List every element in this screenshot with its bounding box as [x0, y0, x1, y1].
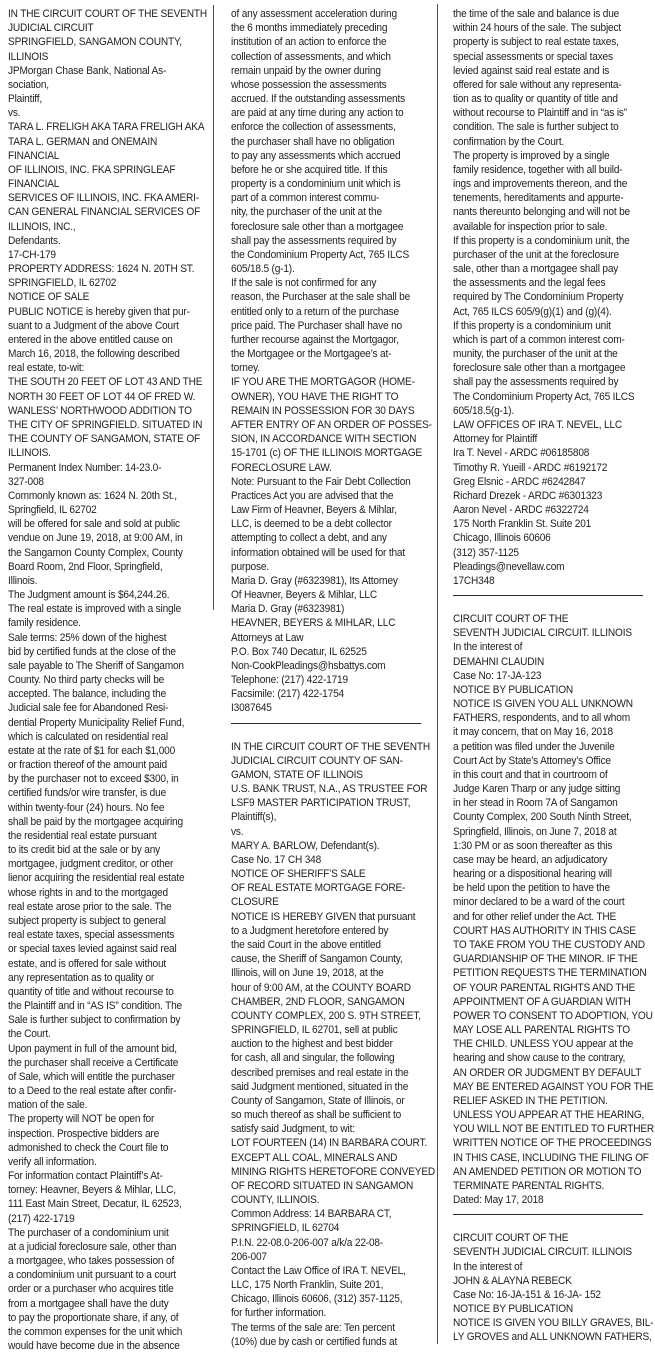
notice-line: 175 North Franklin St. Suite 201: [453, 518, 592, 531]
notice-line: Board Room, 2nd Floor, Springfield,: [8, 560, 163, 573]
notice-line: the purchaser shall receive a Certificate: [8, 1056, 179, 1069]
notice-line: sale, other than a mortgagee shall pay: [453, 263, 619, 276]
notice-line: Chicago, Illinois 60606: [453, 532, 551, 545]
notice-line: vs.: [231, 825, 244, 838]
notice-line: 206-007: [231, 1250, 267, 1263]
notice-line: OF RECORD SITUATED IN SANGAMON: [231, 1179, 414, 1192]
notice-line: the Plaintiff and in “AS IS” condition. The: [8, 1000, 182, 1013]
notice-line: whose rights in and to the mortgaged: [8, 886, 168, 899]
notice-line: CHAMBER, 2ND FLOOR, SANGAMON: [231, 995, 405, 1008]
notice-line: further recourse against the Mortgagor,: [231, 333, 399, 346]
notice-line: IN THE CIRCUIT COURT OF THE SEVENTH: [231, 740, 430, 753]
notice-line: SEVENTH JUDICIAL CIRCUIT. ILLINOIS: [453, 1246, 632, 1259]
notice-line: LLC, is deemed to be a debt collector: [231, 518, 392, 531]
notice-line: verify all information.: [8, 1155, 97, 1168]
notice-line: levied against said real estate and is: [453, 64, 610, 77]
notice-line: GAMON, STATE OF ILLINOIS: [231, 768, 363, 781]
notice-line: remain unpaid by the owner during: [231, 64, 381, 77]
notice-line: estate, and is offered for sale without: [8, 957, 167, 970]
notice-line: hour of 9:00 AM, at the COUNTY BOARD: [231, 981, 411, 994]
notice-line: foreclosure sale other than a mortgagee: [453, 362, 626, 375]
notice-line: purpose.: [231, 560, 269, 573]
notice-line: COURT HAS AUTHORITY IN THIS CASE: [453, 924, 636, 937]
notice-line: dential Property Municipality Relief Fund,: [8, 716, 185, 729]
notice-line: are paid at any time during any action to: [231, 107, 404, 120]
notice-line: Richard Drezek - ARDC #6301323: [453, 489, 603, 502]
legal-notice-block: [453, 7, 655, 588]
notice-line: Upon payment in full of the amount bid,: [8, 1042, 177, 1055]
notice-line: torney.: [231, 362, 260, 375]
notice-line: LSF9 MASTER PARTICIPATION TRUST,: [231, 797, 411, 810]
notice-line: Non-CookPleadings@hsbattys.com: [231, 659, 386, 672]
notice-line: of any assessment acceleration during: [231, 8, 397, 20]
notice-line: If this property is a condominium unit, the: [453, 234, 630, 247]
notice-line: family residence, together with all build-: [453, 163, 623, 176]
notice-line: information obtained will be used for that: [231, 546, 405, 559]
notice-divider: [453, 1207, 655, 1231]
notice-line: property is subject to real estate taxes,: [453, 36, 619, 49]
notice-line: The Judgment amount is $64,244.26.: [8, 589, 170, 602]
notice-line: which is calculated on residential real: [8, 730, 168, 743]
notice-line: Practices Act you are advised that the: [231, 489, 394, 502]
notice-line: Attorneys at Law: [231, 631, 304, 644]
notice-line: of Sale, which will entitle the purchaser: [8, 1070, 175, 1083]
legal-notice-block: [453, 1231, 655, 1344]
notice-line: IF YOU ARE THE MORTGAGOR (HOME-: [231, 376, 415, 389]
notice-line: ings and improvements thereon, and the: [453, 178, 628, 191]
notice-line: real estate taxes, special assessments: [8, 929, 175, 942]
notice-line: be held upon the petition to have the: [453, 882, 610, 895]
notice-line: SERVICES OF ILLINOIS, INC. FKA AMERI-: [8, 192, 199, 205]
notice-divider: [453, 588, 655, 612]
notice-line: estate at the rate of $1 for each $1,000: [8, 744, 176, 757]
notice-line: Illinois.: [8, 574, 38, 587]
notice-line: Common Address: 14 BARBARA CT,: [231, 1208, 392, 1221]
notice-line: COUNTY COMPLEX, 200 S. 9TH STREET,: [231, 1009, 421, 1022]
notice-line: subject property is subject to general: [8, 915, 166, 927]
notice-line: the common expenses for the unit which: [8, 1325, 183, 1338]
notice-line: Maria D. Gray (#6323981): [231, 603, 345, 616]
notice-line: MAY BE ENTERED AGAINST YOU FOR THE: [453, 1080, 654, 1093]
notice-line: munity, the purchaser of the unit at the: [453, 348, 618, 361]
notice-line: If the sale is not confirmed for any: [231, 277, 377, 290]
notice-line: at a judicial foreclosure sale, other than: [8, 1240, 177, 1253]
notice-line: The Condominium Property Act, 765 ILCS: [453, 390, 635, 403]
notice-line: WRITTEN NOTICE OF THE PROCEEDINGS: [453, 1137, 652, 1150]
notice-line: any representation as to quality or: [8, 971, 155, 984]
notice-line: JUDICIAL CIRCUIT: [8, 22, 94, 35]
notice-line: THE CITY OF SPRINGFIELD. SITUATED IN: [8, 418, 203, 431]
notice-line: MARY A. BARLOW, Defendant(s).: [231, 839, 380, 852]
notice-line: in this court and that in courtroom of: [453, 768, 608, 781]
notice-line: will be offered for sale and sold at public: [8, 518, 180, 531]
notice-line: shall pay the assessments required by: [231, 234, 397, 247]
notice-line: SPRINGFIELD, IL 62704: [231, 1222, 340, 1235]
notice-line: In the interest of: [453, 1260, 523, 1273]
notice-line: CLOSURE: [231, 896, 279, 909]
notice-line: mortgagee, judgment creditor, or other: [8, 858, 174, 871]
notice-line: LLC, 175 North Franklin, Suite 201,: [231, 1279, 384, 1292]
notice-line: APPOINTMENT OF A GUARDIAN WITH: [453, 995, 631, 1008]
notice-line: Greg Elsnic - ARDC #6242847: [453, 475, 586, 488]
notice-line: Attorney for Plaintiff: [453, 433, 538, 446]
notice-line: to a Judgment heretofore entered by: [231, 924, 389, 937]
notice-line: FINANCIAL: [8, 149, 60, 162]
notice-line: TARA L. GERMAN and ONEMAIN: [8, 135, 158, 148]
notice-line: the residential real estate pursuant: [8, 829, 157, 842]
notice-line: UNLESS YOU APPEAR AT THE HEARING,: [453, 1109, 645, 1122]
notice-line: from a mortgagee shall have the duty: [8, 1297, 169, 1310]
notice-line: ILLINOIS.: [8, 447, 51, 460]
column-rule-1: [213, 5, 214, 610]
notice-line: JPMorgan Chase Bank, National As-: [8, 64, 167, 77]
notice-line: THE SOUTH 20 FEET OF LOT 43 AND THE: [8, 376, 203, 389]
news-column-3: [453, 7, 655, 1345]
notice-line: the Condominium Property Act, 765 ILCS: [231, 248, 410, 261]
notice-line: SPRINGFIELD, IL 62701, sell at public: [231, 1024, 398, 1037]
notice-line: Law Firm of Heavner, Beyers & Mihlar,: [231, 504, 397, 517]
notice-line: U.S. BANK TRUST, N.A., AS TRUSTEE FOR: [231, 783, 428, 796]
notice-line: POWER TO CONSENT TO ADOPTION, YOU: [453, 1009, 653, 1022]
notice-line: torney: Heavner, Beyers & Mihlar, LLC,: [8, 1184, 176, 1197]
notice-line: Contact the Law Office of IRA T. NEVEL,: [231, 1264, 406, 1277]
notice-line: LAW OFFICES OF IRA T. NEVEL, LLC: [453, 418, 623, 431]
notice-line: FINANCIAL: [8, 178, 60, 191]
notice-line: entitled only to a return of the purchase: [231, 305, 399, 318]
notice-line: in her stead in Room 7A of Sangamon: [453, 797, 618, 810]
notice-line: which is part of a common interest com-: [453, 333, 625, 346]
notice-line: NOTICE OF SALE: [8, 291, 90, 304]
notice-line: said Judgment mentioned, situated in the: [231, 1080, 409, 1093]
notice-line: described premises and real estate in the: [231, 1066, 409, 1079]
notice-line: Pleadings@nevellaw.com: [453, 560, 565, 573]
notice-line: Ira T. Nevel - ARDC #06185808: [453, 447, 590, 460]
notice-line: confirmation by the Court.: [453, 135, 565, 148]
notice-line: TERMINATE PARENTAL RIGHTS.: [453, 1179, 605, 1192]
notice-line: DEMAHNI CLAUDIN: [453, 655, 545, 668]
notice-line: HEAVNER, BEYERS & MIHLAR, LLC: [231, 617, 396, 630]
notice-line: Act, 765 ILCS 605/9(g)(1) and (g)(4).: [453, 305, 612, 318]
notice-line: NOTICE IS GIVEN YOU ALL UNKNOWN: [453, 698, 633, 711]
notice-line: I3087645: [231, 702, 272, 715]
notice-line: bid by certified funds at the close of the: [8, 645, 176, 658]
notice-line: to a Deed to the real estate after confir-: [8, 1085, 177, 1098]
notice-line: 15-1701 (c) OF THE ILLINOIS MORTGAGE: [231, 447, 422, 460]
notice-line: RELIEF ASKED IN THE PETITION.: [453, 1094, 608, 1107]
notice-line: Case No: 16-JA-151 & 16-JA- 152: [453, 1288, 601, 1301]
notice-line: FORECLOSURE LAW.: [231, 461, 332, 474]
notice-line: NOTICE BY PUBLICATION: [453, 683, 574, 696]
notice-line: EXCEPT ALL COAL, MINERALS AND: [231, 1151, 398, 1164]
notice-line: IN THE CIRCUIT COURT OF THE SEVENTH: [8, 8, 207, 20]
notice-line: Plaintiff(s),: [231, 811, 277, 824]
notice-line: satisfy said Judgment, to wit:: [231, 1123, 355, 1136]
notice-line: Sale is further subject to confirmation by: [8, 1014, 181, 1027]
notice-line: JOHN & ALAYNA REBECK: [453, 1274, 572, 1287]
notice-line: THE CHILD. UNLESS YOU appear at the: [453, 1038, 634, 1051]
notice-line: MAY LOSE ALL PARENTAL RIGHTS TO: [453, 1024, 630, 1037]
notice-line: cause, the Sheriff of Sangamon County,: [231, 953, 403, 966]
notice-line: (10%) due by cash or certified funds at: [231, 1335, 398, 1348]
notice-line: and for other relief under the Act. THE: [453, 910, 617, 923]
notice-line: SPRINGFIELD, IL 62702: [8, 277, 117, 290]
notice-line: part of a common interest commu-: [231, 192, 380, 205]
notice-line: Judge Karen Tharp or any judge sitting: [453, 783, 621, 796]
notice-line: AFTER ENTRY OF AN ORDER OF POSSES-: [231, 418, 432, 431]
notice-line: Case No. 17 CH 348: [231, 853, 322, 866]
notice-line: PETITION REQUESTS THE TERMINATION: [453, 967, 647, 980]
notice-line: to its credit bid at the sale or by any: [8, 844, 161, 857]
notice-line: purchaser of the unit at the foreclosure: [453, 248, 619, 261]
notice-line: LY GROVES and ALL UNKNOWN FATHERS,: [453, 1331, 652, 1344]
notice-line: nity, the purchaser of the unit at the: [231, 206, 382, 219]
notice-line: attempting to collect a debt, and any: [231, 532, 387, 545]
notice-line: Permanent Index Number: 14-23.0-: [8, 461, 162, 474]
notice-line: the assessments and the legal fees: [453, 277, 606, 290]
notice-line: REMAIN IN POSSESSION FOR 30 DAYS: [231, 404, 415, 417]
legal-notice-block: [453, 612, 655, 1207]
notice-line: NORTH 30 FEET OF LOT 44 OF FRED W.: [8, 390, 196, 403]
notice-line: CAN GENERAL FINANCIAL SERVICES OF: [8, 206, 201, 219]
notice-line: hearing or a dispositional hearing will: [453, 868, 612, 881]
notice-line: OF YOUR PARENTAL RIGHTS AND THE: [453, 981, 636, 994]
notice-line: ILLINOIS: [8, 50, 49, 63]
notice-line: special assessments or special taxes: [453, 50, 613, 63]
notice-line: a petition was filed under the Juvenile: [453, 740, 615, 753]
notice-line: Judicial sale fee for Abandoned Resi-: [8, 702, 169, 715]
notice-line: Timothy R. Yueill - ARDC #6192172: [453, 461, 608, 474]
notice-line: SION, IN ACCORDANCE WITH SECTION: [231, 433, 417, 446]
notice-line: SEVENTH JUDICIAL CIRCUIT. ILLINOIS: [453, 627, 632, 640]
notice-line: P.I.N. 22-08.0-206-007 a/k/a 22-08-: [231, 1236, 384, 1249]
notice-line: tenements, hereditaments and appurte-: [453, 192, 624, 205]
notice-line: OF ILLINOIS, INC. FKA SPRINGLEAF: [8, 163, 176, 176]
notice-line: inspection. Prospective bidders are: [8, 1127, 160, 1140]
notice-line: WANLESS’ NORTHWOOD ADDITION TO: [8, 404, 192, 417]
notice-line: shall pay the assessments required by: [453, 376, 619, 389]
notice-line: 327-008: [8, 475, 44, 488]
notice-line: vendue on June 19, 2018, at 9:00 AM, in: [8, 532, 183, 545]
notice-line: the Court.: [8, 1028, 51, 1041]
notice-line: Defendants.: [8, 234, 61, 247]
news-column-1: [8, 7, 222, 1353]
notice-line: Commonly known as: 1624 N. 20th St.,: [8, 489, 177, 502]
notice-line: Springfield, IL 62702: [8, 504, 97, 517]
notice-line: collection of assessments, and which: [231, 50, 391, 63]
notice-line: 111 East Main Street, Decatur, IL 62523,: [8, 1198, 182, 1211]
legal-notice-block: [8, 7, 222, 1353]
notice-line: 17CH348: [453, 574, 495, 587]
notice-line: AN AMENDED PETITION OR MOTION TO: [453, 1165, 642, 1178]
notice-line: March 16, 2018, the following described: [8, 348, 180, 361]
notice-line: MINING RIGHTS HERETOFORE CONVEYED: [231, 1165, 436, 1178]
notice-line: to pay the proportionate share, if any, of: [8, 1311, 179, 1324]
column-rule-2: [437, 4, 438, 1344]
notice-line: would have become due in the absence: [8, 1340, 180, 1353]
notice-line: the purchaser shall have no obligation: [231, 135, 395, 148]
notice-line: Of Heavner, Beyers & Mihlar, LLC: [231, 589, 377, 602]
notice-line: accepted. The balance, including the: [8, 688, 167, 701]
notice-line: Aaron Nevel - ARDC #6322724: [453, 504, 589, 517]
notice-line: LOT FOURTEEN (14) IN BARBARA COURT.: [231, 1137, 428, 1150]
notice-line: TO TAKE FROM YOU THE CUSTODY AND: [453, 939, 645, 951]
notice-line: For information contact Plaintiff’s At-: [8, 1170, 163, 1183]
notice-line: P.O. Box 740 Decatur, IL 62525: [231, 645, 367, 658]
notice-line: TARA L. FRELIGH AKA TARA FRELIGH AKA: [8, 121, 205, 134]
notice-line: offered for sale without any representa-: [453, 78, 622, 91]
notice-line: shall be paid by the mortgagee acquiring: [8, 815, 183, 828]
notice-line: sociation,: [8, 78, 49, 91]
notice-line: (312) 357-1125: [453, 546, 519, 559]
notice-line: CIRCUIT COURT OF THE: [453, 1232, 569, 1245]
notice-line: Chicago, Illinois 60606, (312) 357-1125,: [231, 1293, 403, 1306]
notice-line: price paid. The Purchaser shall have no: [231, 319, 402, 332]
notice-line: by the purchaser not to exceed $300, in: [8, 773, 179, 786]
notice-line: the said Court in the above entitled: [231, 939, 381, 951]
notice-line: vs.: [8, 107, 21, 120]
notice-line: PUBLIC NOTICE is hereby given that pur-: [8, 305, 190, 318]
notice-line: suant to a Judgment of the above Court: [8, 319, 179, 332]
notice-line: a condominium unit pursuant to a court: [8, 1269, 176, 1282]
notice-line: case may be heard, an adjudicatory: [453, 853, 608, 866]
notice-line: the time of the sale and balance is due: [453, 8, 620, 20]
notice-line: Dated: May 17, 2018: [453, 1194, 544, 1207]
notice-line: Facsimile: (217) 422-1754: [231, 688, 344, 701]
notice-line: whose possession the assessments: [231, 78, 387, 91]
notice-line: property is a condominium unit which is: [231, 178, 401, 191]
notice-line: for cash, all and singular, the following: [231, 1052, 395, 1065]
notice-line: THE COUNTY OF SANGAMON, STATE OF: [8, 433, 201, 446]
notice-line: County. No third party checks will be: [8, 674, 165, 687]
legal-notice-block: [231, 740, 445, 1349]
notice-line: ILLINOIS, INC.,: [8, 220, 76, 233]
notice-line: The terms of the sale are: Ten percent: [231, 1321, 395, 1334]
notice-line: YOU WILL NOT BE ENTITLED TO FURTHER: [453, 1123, 655, 1136]
notice-line: the Mortgagee or the Mortgagee’s at-: [231, 348, 392, 361]
notice-line: tion as to quality or quantity of title and: [453, 93, 618, 106]
notice-line: GUARDIANSHIP OF THE MINOR. IF THE: [453, 953, 638, 966]
notice-line: Sale terms: 25% down of the highest: [8, 631, 167, 644]
notice-line: AN ORDER OR JUDGMENT BY DEFAULT: [453, 1066, 642, 1079]
notice-line: SPRINGFIELD, SANGAMON COUNTY,: [8, 36, 182, 49]
notice-line: admonished to check the Court file to: [8, 1141, 169, 1154]
notice-line: accrued. If the outstanding assessments: [231, 93, 405, 106]
notice-line: NOTICE IS GIVEN YOU BILLY GRAVES, BIL-: [453, 1317, 654, 1330]
notice-line: auction to the highest and best bidder: [231, 1038, 393, 1051]
notice-line: enforce the collection of assessments,: [231, 121, 396, 134]
notice-line: nants thereunto belonging and will not be: [453, 206, 631, 219]
notice-line: Plaintiff,: [8, 93, 42, 106]
notice-line: institution of an action to enforce the: [231, 36, 387, 49]
notice-line: so much thereof as shall be sufficient to: [231, 1109, 402, 1122]
notice-line: it may concern, that on May 16, 2018: [453, 726, 613, 739]
divider-line: [453, 1214, 643, 1215]
notice-line: required by The Condominium Property: [453, 291, 624, 304]
notice-line: entered in the above entitled cause on: [8, 333, 173, 346]
notice-line: condition. The sale is further subject to: [453, 121, 619, 134]
notice-line: the Sangamon County Complex, County: [8, 546, 183, 559]
notice-line: If this property is a condominium unit: [453, 319, 611, 332]
notice-line: CIRCUIT COURT OF THE: [453, 613, 569, 626]
notice-line: JUDICIAL CIRCUIT COUNTY OF SAN-: [231, 754, 403, 767]
notice-line: to pay any assessments which accrued: [231, 149, 401, 162]
notice-line: COUNTY, ILLINOIS.: [231, 1194, 320, 1207]
notice-line: PROPERTY ADDRESS: 1624 N. 20TH ST.: [8, 263, 195, 276]
notice-line: order or a purchaser who acquires title: [8, 1283, 174, 1296]
notice-line: real estate, to-wit:: [8, 362, 85, 375]
notice-line: The purchaser of a condominium unit: [8, 1226, 169, 1239]
notice-line: 1:30 PM or as soon thereafter as this: [453, 839, 613, 852]
notice-line: quantity of title and without recourse to: [8, 985, 174, 998]
notice-line: In the interest of: [453, 641, 523, 654]
notice-line: mation of the sale.: [8, 1099, 88, 1112]
notice-line: OF REAL ESTATE MORTGAGE FORE-: [231, 882, 406, 895]
notice-line: for further information.: [231, 1307, 327, 1320]
notice-line: sale payable to The Sheriff of Sangamon: [8, 659, 184, 672]
notice-line: the 6 months immediately preceding: [231, 22, 388, 35]
notice-line: NOTICE IS HEREBY GIVEN that pursuant: [231, 910, 416, 923]
notice-line: NOTICE OF SHERIFF’S SALE: [231, 868, 366, 881]
notice-line: foreclosure sale other than a mortgagee: [231, 220, 404, 233]
notice-line: Maria D. Gray (#6323981), Its Attorney: [231, 574, 398, 587]
notice-line: family residence.: [8, 617, 81, 630]
notice-line: available for inspection prior to sale.: [453, 220, 608, 233]
notice-line: within 24 hours of the sale. The subject: [453, 22, 621, 35]
notice-line: before he or she acquired title. If this: [231, 163, 388, 176]
notice-line: or fraction thereof of the amount paid: [8, 759, 167, 772]
notice-line: 605/18.5 (g-1).: [231, 263, 295, 276]
notice-line: lienor acquiring the residential real estate: [8, 872, 185, 885]
notice-line: OWNER), YOU HAVE THE RIGHT TO: [231, 390, 399, 403]
news-column-2: [231, 7, 445, 1349]
notice-line: IN THIS CASE, INCLUDING THE FILING OF: [453, 1151, 649, 1164]
notice-line: Court Act by State’s Attorney’s Office: [453, 754, 611, 767]
notice-line: real estate arose prior to the sale. The: [8, 900, 172, 913]
notice-line: minor declared to be a ward of the court: [453, 896, 625, 909]
notice-line: The property will NOT be open for: [8, 1113, 155, 1126]
notice-line: certified funds/or wire transfer, is due: [8, 787, 167, 800]
notice-line: hearing and show cause to the contrary,: [453, 1052, 626, 1065]
notice-line: without recourse to Plaintiff and in “as is”: [453, 107, 627, 120]
notice-line: a mortgagee, who takes possession of: [8, 1255, 175, 1268]
notice-line: NOTICE BY PUBLICATION: [453, 1303, 574, 1316]
notice-line: Illinois, will on June 19, 2018, at the: [231, 967, 384, 980]
notice-line: FATHERS, respondents, and to all whom: [453, 712, 630, 725]
notice-line: 605/18.5(g-1).: [453, 404, 515, 417]
notice-line: Springfield, Illinois, on June 7, 2018 at: [453, 825, 617, 838]
notice-line: County of Sangamon, State of Illinois, or: [231, 1094, 405, 1107]
notice-line: Note: Pursuant to the Fair Debt Collection: [231, 475, 411, 488]
divider-line: [231, 723, 421, 724]
notice-line: Case No: 17-JA-123: [453, 669, 542, 682]
notice-line: The real estate is improved with a single: [8, 603, 182, 616]
notice-line: within twenty-four (24) hours. No fee: [8, 801, 165, 814]
notice-line: (217) 422-1719: [8, 1212, 75, 1225]
notice-divider: [231, 716, 445, 740]
notice-line: Telephone: (217) 422-1719: [231, 674, 348, 687]
notice-line: County Complex, 200 South Ninth Street,: [453, 811, 632, 824]
legal-notice-block: [231, 7, 445, 716]
notice-line: 17-CH-179: [8, 248, 56, 261]
notice-line: or special taxes levied against said real: [8, 943, 177, 956]
divider-line: [453, 595, 643, 596]
notice-line: reason, the Purchaser at the sale shall be: [231, 291, 411, 304]
notice-line: The property is improved by a single: [453, 149, 610, 162]
